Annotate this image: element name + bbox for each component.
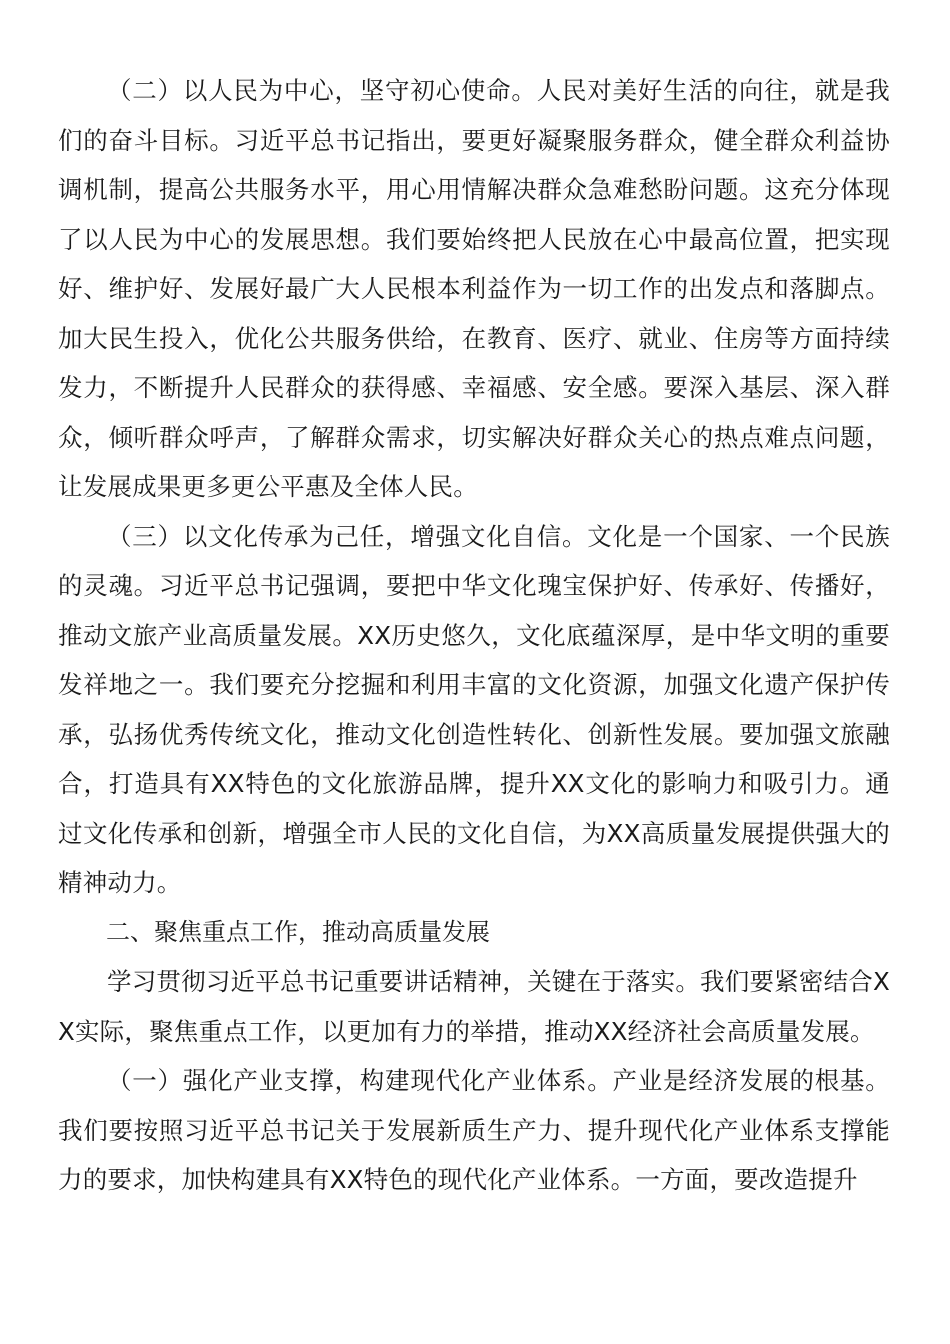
paragraph-industry-support: （一）强化产业支撑，构建现代化产业体系。产业是经济发展的根基。我们要按照习近平总书记关于发展新质生产力、提升现代化产业体系支撑能力的要求，加快构建具有XX特色的现代化产业体系。一方面，要改造提升 — [58, 1066, 890, 1194]
paragraph-intro: 学习贯彻习近平总书记重要讲话精神，关键在于落实。我们要紧密结合XX实际，聚焦重点工作，以更加有力的举措，推动XX经济社会高质量发展。 — [58, 967, 890, 1046]
section-heading: 二、聚焦重点工作，推动高质量发展 — [106, 917, 490, 946]
paragraph-cultural-heritage: （三）以文化传承为己任，增强文化自信。文化是一个国家、一个民族的灵魂。习近平总书记强调，要把中华文化瑰宝保护好、传承好、传播好，推动文旅产业高质量发展。XX历史悠久，文化底蕴深厚，是中华文明的重要发祥地之一。我们要充分挖掘和利用丰富的文化资源，加强文化遗产保护传承，弘扬优秀传统文化，推动文化创造性转化、创新性发展。要加强文旅融合，打造具有XX特色的文化旅游品牌，提升XX文化的影响力和吸引力。通过文化传承和创新，增强全市人民的文化自信，为XX高质量发展提供强大的精神动力。 — [58, 521, 890, 897]
document-body — [58, 66, 890, 1205]
paragraph-people-centered: （二）以人民为中心，坚守初心使命。人民对美好生活的向往，就是我们的奋斗目标。习近平总书记指出，要更好凝聚服务群众，健全群众利益协调机制，提高公共服务水平，用心用情解决群众急难愁盼问题。这充分体现了以人民为中心的发展思想。我们要始终把人民放在心中最高位置，把实现好、维护好、发展好最广大人民根本利益作为一切工作的出发点和落脚点。加大民生投入，优化公共服务供给，在教育、医疗、就业、住房等方面持续发力，不断提升人民群众的获得感、幸福感、安全感。要深入基层、深入群众，倾听群众呼声，了解群众需求，切实解决好群众关心的热点难点问题，让发展成果更多更公平惠及全体人民。 — [58, 76, 890, 501]
